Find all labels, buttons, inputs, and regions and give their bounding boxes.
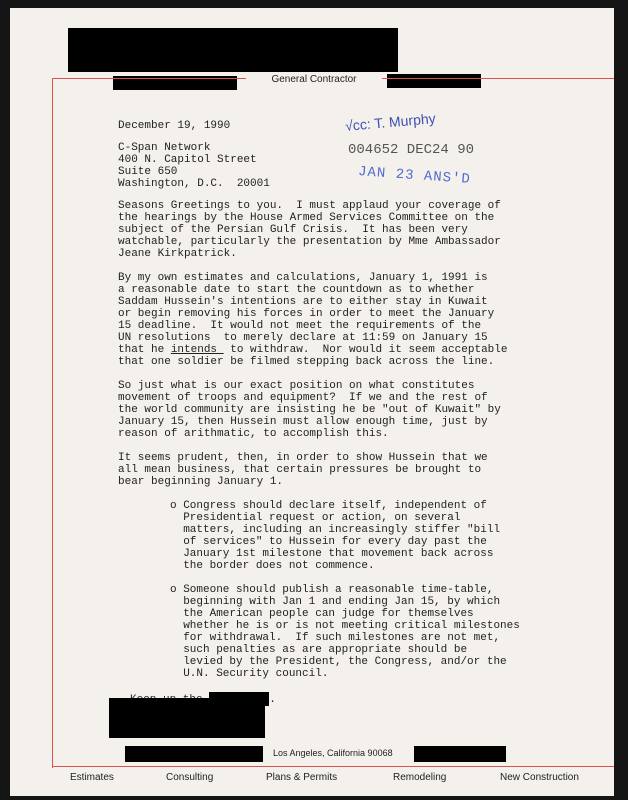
underlined-word: intends (170, 344, 224, 356)
text-line: the American people can judge for themselves (170, 608, 474, 620)
paragraph-pressures (118, 452, 548, 488)
service-estimates: Estimates (70, 772, 114, 783)
text-line: the world community are insisting he be "out of Kuwait" by (118, 404, 501, 416)
recipient-address (118, 142, 548, 190)
text-line: that one soldier be filmed stepping back across the line. (118, 356, 495, 368)
text-line: Presidential request or action, on several (170, 512, 461, 524)
text-line: January 15, then Hussein must allow enough time, just by (118, 416, 488, 428)
letterhead-address: Los Angeles, California 90068 (273, 748, 393, 758)
service-remodeling: Remodeling (393, 772, 447, 783)
letter-page (10, 8, 614, 796)
text-line: a reasonable date to start the countdown as to whether (118, 284, 475, 296)
closing-period: . (269, 693, 276, 706)
text-line: levied by the President, the Congress, and/or the (170, 656, 507, 668)
text-line: Saddam Hussein's intentions are to either stay in Kuwait (118, 296, 488, 308)
paragraph-estimates (118, 272, 548, 368)
text-line: the hearings by the House Armed Services Committee on the (118, 212, 495, 224)
text-line: matters, including an increasingly stiffer "bill (170, 524, 501, 536)
text-line: So just what is our exact position on what constitutes (118, 380, 475, 392)
text-line: Seasons Greetings to you. I must applaud your coverage of (118, 200, 501, 212)
recipient-line: Washington, D.C. 20001 (118, 178, 270, 190)
recipient-line: 400 N. Capitol Street (118, 154, 257, 166)
text-line: Jeane Kirkpatrick. (118, 248, 237, 260)
text-line: UN resolutions to merely declare at 11:59 on January 15 (118, 332, 488, 344)
service-consulting: Consulting (166, 772, 214, 783)
bullet-congress (170, 500, 548, 572)
text-line: o Someone should publish a reasonable time-table, (170, 584, 494, 596)
text-fragment: that he (118, 344, 171, 356)
text-line: 15 deadline. It would not meet the requirements of the (118, 320, 482, 332)
letterhead-title: General Contractor (246, 74, 382, 88)
text-line: for withdrawal. If such milestones are not met, (170, 632, 501, 644)
redacted-footer-left (125, 746, 263, 762)
text-line: o Congress should declare itself, independent of (170, 500, 487, 512)
text-line (118, 344, 548, 356)
paragraph-position (118, 380, 548, 440)
text-line: By my own estimates and calculations, January 1, 1991 is (118, 272, 488, 284)
text-line: watchable, particularly the presentation by Mme Ambassador (118, 236, 501, 248)
text-line: movement of troops and equipment? If we and the rest of (118, 392, 488, 404)
paragraph-greeting (118, 200, 548, 260)
text-line: January 1st milestone that movement back across (170, 548, 494, 560)
text-line: It seems prudent, then, in order to show Hussein that we (118, 452, 488, 464)
recipient-line: Suite 650 (118, 166, 178, 178)
redacted-footer-right (414, 746, 506, 762)
received-stamp: 004652 DEC24 90 (348, 142, 475, 158)
text-line: reason of arithmatic, to accomplish this. (118, 428, 389, 440)
text-line: such penalties as are appropriate should be (170, 644, 468, 656)
text-line: or begin removing his forces in order to meet the January (118, 308, 495, 320)
text-line: subject of the Persian Gulf Crisis. It has been very (118, 224, 468, 236)
service-new-construction: New Construction (500, 772, 579, 783)
recipient-line: C-Span Network (118, 142, 211, 154)
text-line: U.N. Security council. (170, 668, 329, 680)
text-fragment: to withdraw. Nor would it seem acceptable (223, 344, 508, 356)
answered-stamp: JAN 23 ANS'D (357, 164, 472, 188)
letter-date: December 19, 1990 (118, 120, 231, 132)
text-line: all mean business, that certain pressures be brought to (118, 464, 482, 476)
redacted-signature (109, 698, 265, 738)
service-plans-permits: Plans & Permits (266, 772, 338, 783)
services-footer (36, 762, 614, 782)
text-line: beginning with Jan 1 and ending Jan 15, by which (170, 596, 501, 608)
letter-body (118, 120, 548, 706)
redacted-letterhead-name (68, 28, 398, 72)
text-line: of services" to Hussein for every day past the (170, 536, 487, 548)
redacted-letterhead-right (387, 74, 481, 88)
text-line: bear beginning January 1. (118, 476, 284, 488)
cc-annotation: √cc: T. Murphy (344, 110, 437, 134)
bullet-timetable (170, 584, 548, 680)
red-border-left (52, 78, 53, 768)
text-line: whether he is or is not meeting critical milestones (170, 620, 520, 632)
text-line: the border does not commence. (170, 560, 375, 572)
